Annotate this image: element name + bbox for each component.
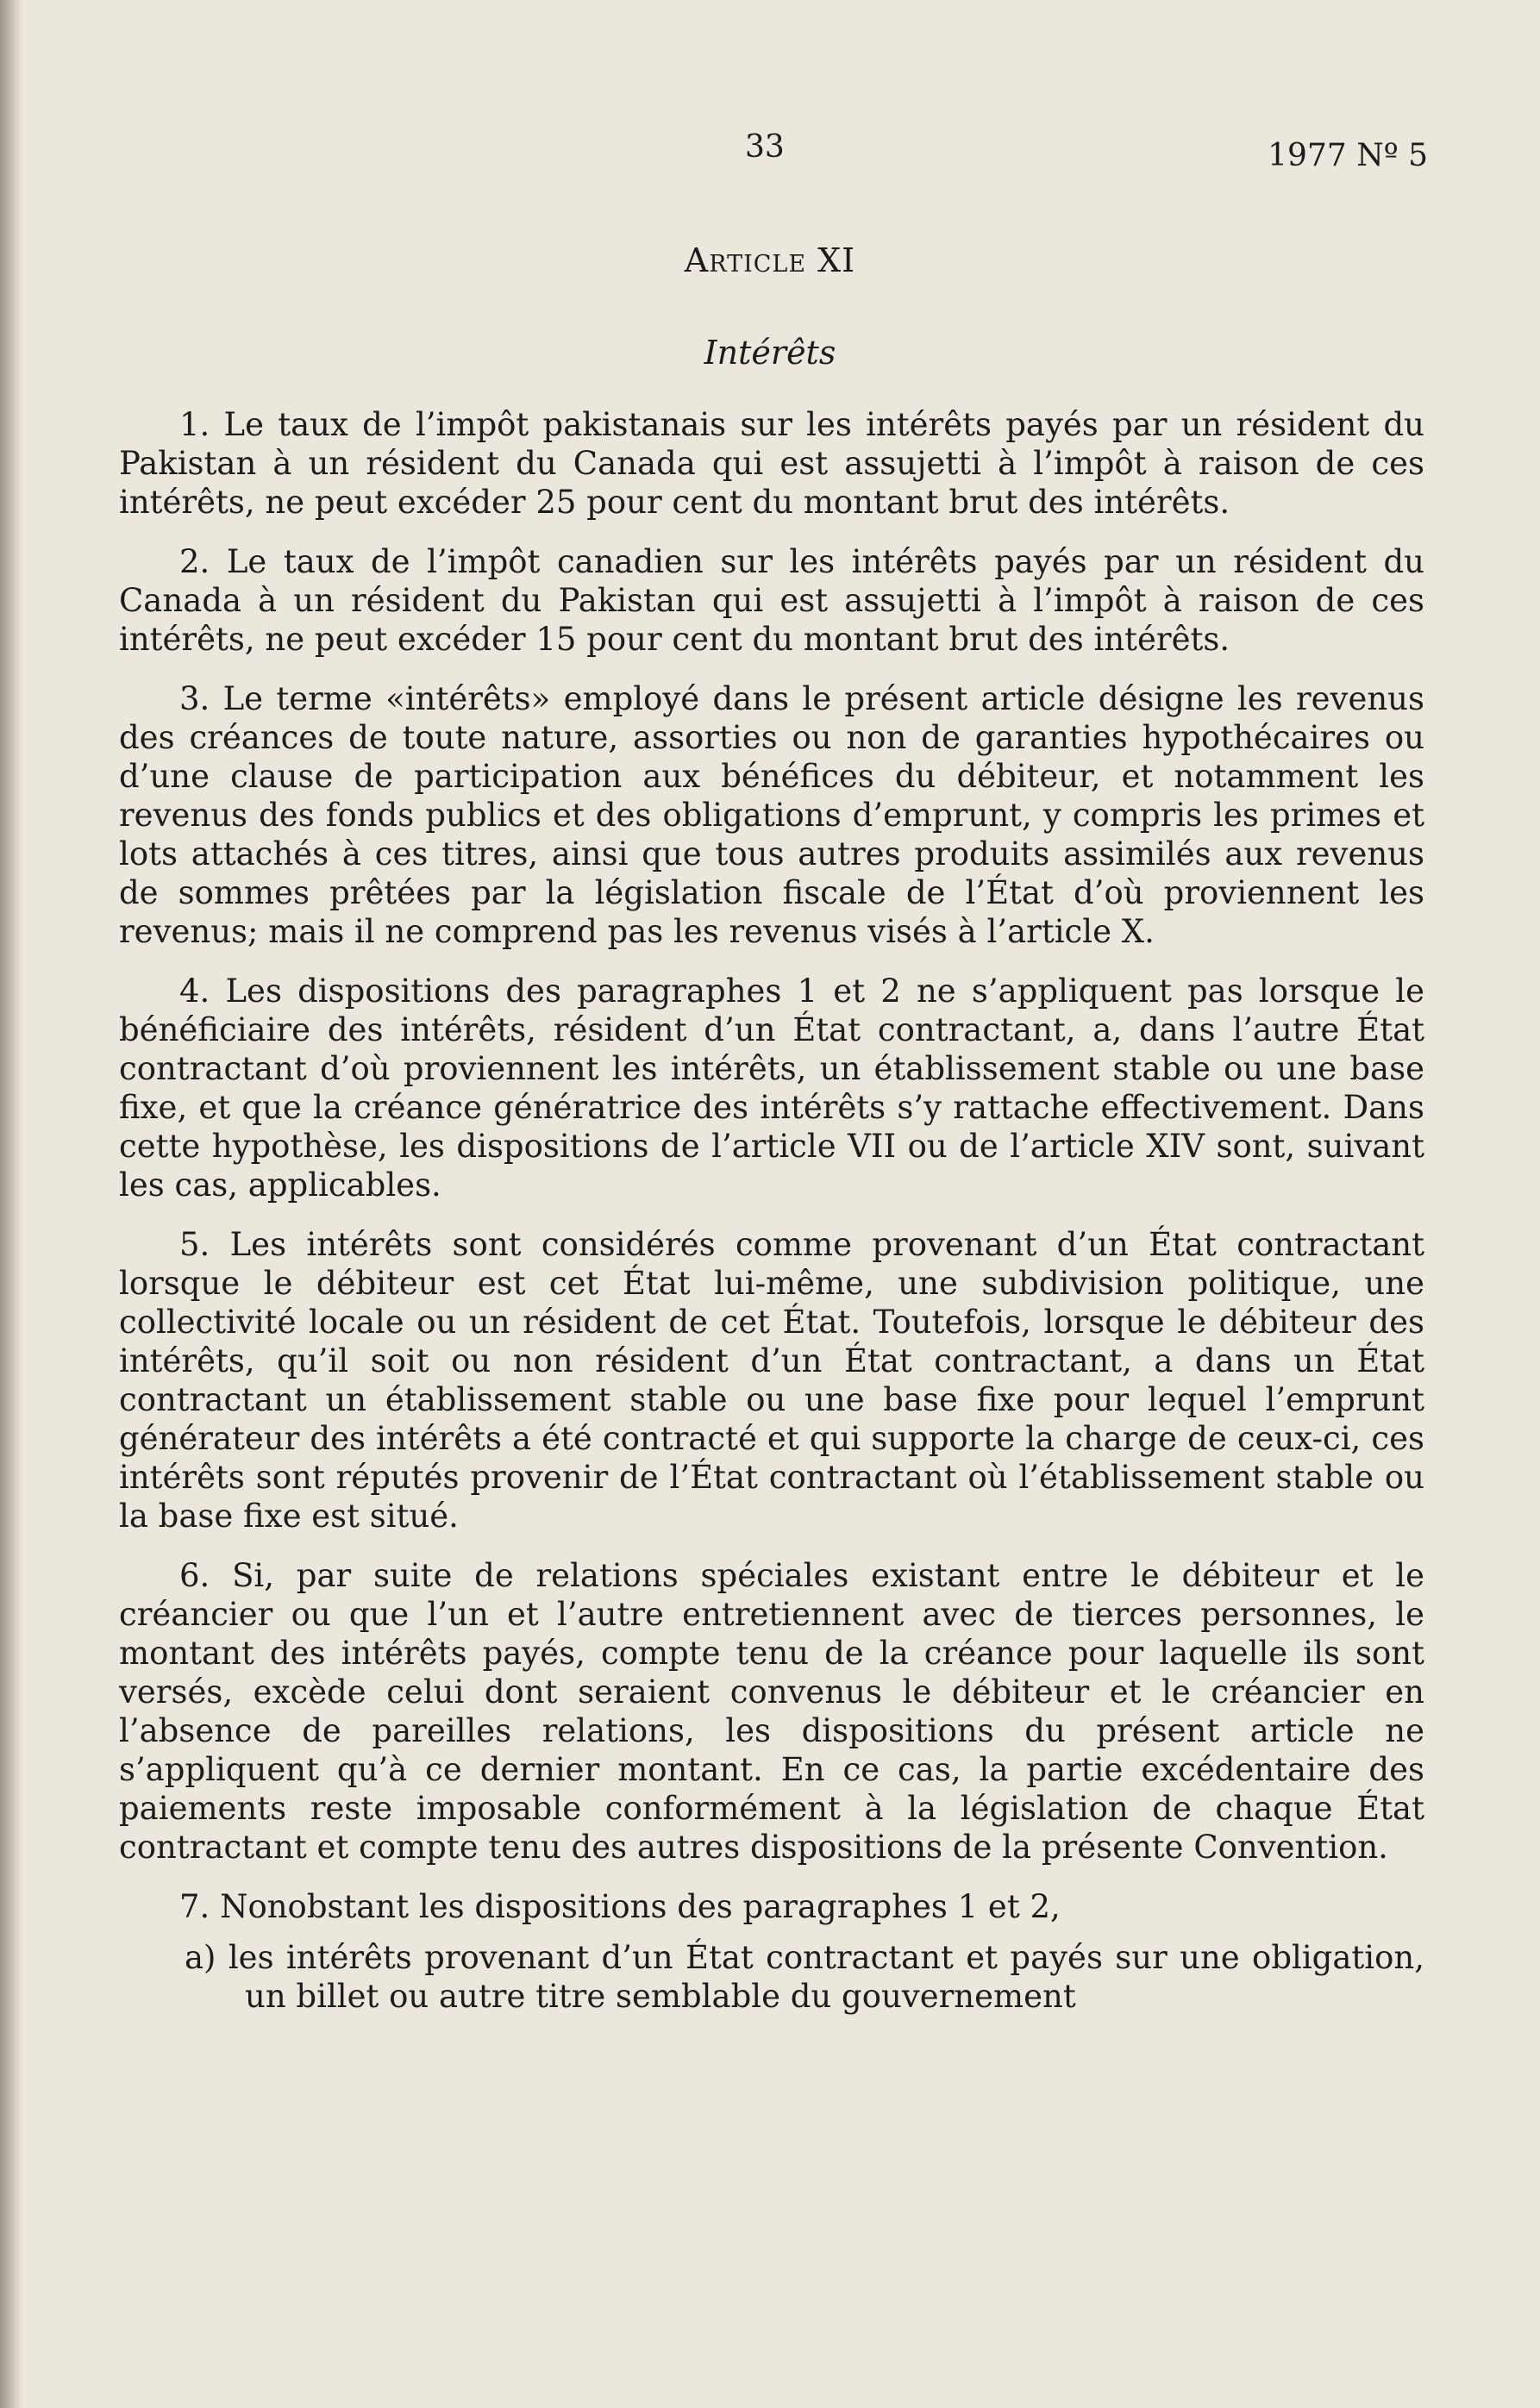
paragraph-7-item-a: a) les intérêts provenant d’un État contractant et payés sur une obligation, un billet ou autre titre semblable du gouvernement: [185, 1939, 1424, 2015]
paragraph-7: 7. Nonobstant les dispositions des paragraphes 1 et 2,: [179, 1888, 1061, 1925]
running-head: 1977 Nº 5: [1268, 138, 1428, 173]
article-subtitle: Intérêts: [704, 334, 836, 372]
article-body: [119, 405, 1424, 2036]
paragraph-4: 4. Les dispositions des paragraphes 1 et 2 ne s’appliquent pas lorsque le bénéficiaire des intérêts, résident d’un État contractant, a, dans l’autre État contractant d’où proviennent les intérêts, un établissement stable ou une base fixe, et que la créance génératrice des intérêts s’y rattache effectivement. Dans cette hypothèse, les dispositions de l’article VII ou de l’article XIV sont, suivant les cas, applicables.: [119, 973, 1424, 1204]
page-number: 33: [745, 129, 785, 165]
paragraph-3: 3. Le terme «intérêts» employé dans le présent article désigne les revenus des créances de toute nature, assorties ou non de garanties hypothécaires ou d’une clause de participation aux bénéfices du débiteur, et notamment les revenus des fonds publics et des obligations d’emprunt, y compris les primes et lots attachés à ces titres, ainsi que tous autres produits assimilés aux revenus de sommes prêtées par la législation fiscale de l’État d’où proviennent les revenus; mais il ne comprend pas les revenus visés à l’article X.: [119, 680, 1424, 950]
article-title: Article XI: [684, 241, 856, 279]
paragraph-6: 6. Si, par suite de relations spéciales existant entre le débiteur et le créancier ou que l’un et l’autre entretiennent avec de tierces personnes, le montant des intérêts payés, compte tenu de la créance pour laquelle ils sont versés, excède celui dont seraient convenus le débiteur et le créancier en l’absence de pareilles relations, les dispositions du présent article ne s’appliquent qu’à ce dernier montant. En ce cas, la partie excédentaire des paiements reste imposable conformément à la législation de chaque État contractant et compte tenu des autres dispositions de la présente Convention.: [119, 1557, 1424, 1866]
paragraph-1: 1. Le taux de l’impôt pakistanais sur les intérêts payés par un résident du Pakistan à un résident du Canada qui est assujetti à l’impôt à raison de ces intérêts, ne peut excéder 25 pour cent du montant brut des intérêts.: [119, 406, 1424, 521]
paragraph-2: 2. Le taux de l’impôt canadien sur les intérêts payés par un résident du Canada à un résident du Pakistan qui est assujetti à l’impôt à raison de ces intérêts, ne peut excéder 15 pour cent du montant brut des intérêts.: [119, 543, 1424, 658]
paragraph-5: 5. Les intérêts sont considérés comme provenant d’un État contractant lorsque le débiteur est cet État lui-même, une subdivision politique, une collectivité locale ou un résident de cet État. Toutefois, lorsque le débiteur des intérêts, qu’il soit ou non résident d’un État contractant, a dans un État contractant un établissement stable ou une base fixe pour lequel l’emprunt générateur des intérêts a été contracté et qui supporte la charge de ceux-ci, ces intérêts sont réputés provenir de l’État contractant où l’établissement stable ou la base fixe est situé.: [119, 1226, 1424, 1535]
